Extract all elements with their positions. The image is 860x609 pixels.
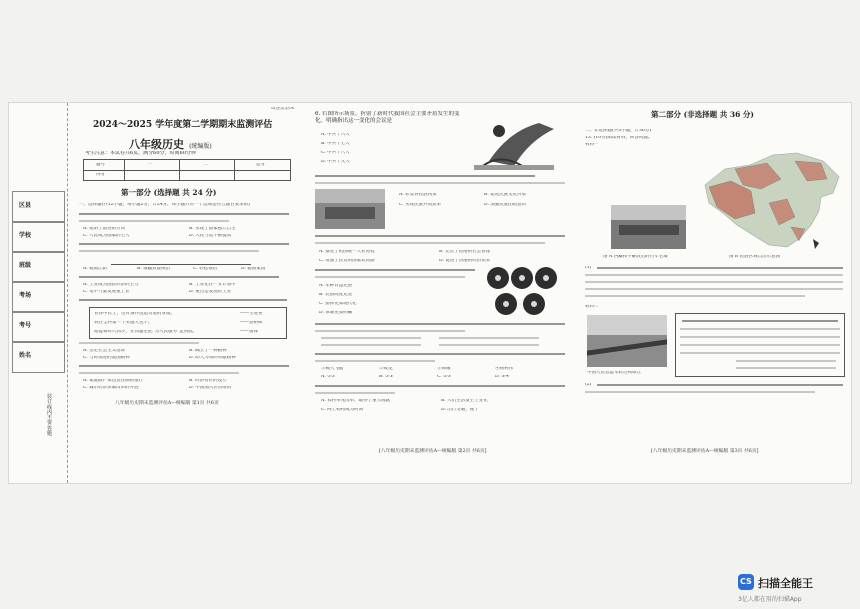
q11-item-4: ④杨利伟	[495, 367, 513, 371]
q3-option-c: C. 集中力量发展重工业	[83, 290, 130, 294]
exam-sheet	[8, 102, 852, 484]
page-three	[581, 103, 849, 483]
q5-option-d: D. 中国加入世贸组织	[189, 386, 232, 390]
q9-option-c: C. 指挥更加现代化	[319, 302, 357, 306]
page-three-footer: [八年级历史期末监测评估A—统编版 第3页 共6页]	[651, 449, 759, 454]
q13-stem: 13. (10分)阅读材料，回答问题。	[585, 136, 653, 140]
q4-option-d: D. 助人为乐的奉献精神	[189, 356, 236, 360]
q11-choice-d: D. ③④	[495, 375, 510, 379]
q11-choice-b: B. ①③	[379, 375, 394, 379]
scanner-logo-icon: CS	[738, 574, 754, 590]
q7-option-b: B. 促进民族文化传承	[484, 193, 527, 197]
q5-option-a: A. 家庭联产承包责任制的推行	[83, 379, 144, 383]
q8-option-d: D. 促进了香港的经济繁荣	[439, 259, 491, 263]
score-table-header-part1: 一	[148, 163, 153, 167]
q3-option-a: A. 工业成为国民经济的主导	[83, 283, 139, 287]
part-one-heading: 一、选择题(共12小题，每小题2分，计24分，每小题只有一个选项是符合题目要求的)	[79, 203, 250, 207]
part-one-title: 第一部分 (选择题 共 24 分)	[121, 188, 217, 197]
q6-illustration	[469, 111, 559, 173]
q1-option-c: C. 人民成为国家的主人	[83, 234, 130, 238]
score-table-header-total: 总分	[256, 163, 265, 167]
q6-option-d: D. 中共十九大	[321, 160, 350, 164]
q8-option-b: B. 完善了香港的社会管理	[439, 250, 491, 254]
page-one	[71, 103, 299, 483]
q11-item-3: ③嫦娥	[437, 367, 451, 371]
q12-option-a: A. 农村率先改革，取得了重大成就	[321, 399, 391, 403]
q5-option-c: C. 城市经济体制改革的开展	[83, 386, 139, 390]
scanner-app-name: 扫描全能王	[758, 577, 813, 590]
paper-type: 试卷类型:A	[271, 107, 294, 111]
q3-option-d: D. 重点是发展轻工业	[189, 290, 232, 294]
q7-option-c: C. 实现民族共同繁荣	[399, 203, 442, 207]
q12-option-c: C. 网上购物成为时尚	[321, 408, 364, 412]
q7-photo	[315, 189, 385, 229]
material-two-bridge-photo	[587, 315, 667, 367]
material-two-label: 材料二	[585, 305, 599, 309]
map-caption-b: 图 B 民族区域自治示意图	[729, 255, 781, 259]
quote-source-3: ——雷锋	[240, 330, 258, 334]
page-one-footer: 八年级历史期末监测评估A—统编版 第1页 共6页	[115, 401, 219, 406]
q2-table	[111, 256, 251, 265]
q6-option-b: B. 中共十七大	[321, 142, 350, 146]
q2-option-b: B. 推翻封建统治	[137, 267, 171, 271]
q12-option-d: D. 出行交通，便于	[441, 408, 479, 412]
exam-notice: 考生注意：本试卷共6页，满分60分，时间60分钟	[85, 151, 196, 156]
bridge-caption: 中国人民志愿军跨过鸭绿江	[587, 371, 641, 375]
q1-option-d: D. 人民当选不断提高	[189, 234, 232, 238]
q9-option-b: B. 装备高度先进	[319, 293, 353, 297]
score-table-row-score: 得分	[96, 173, 105, 177]
q2-option-c: C. 轻松领悟	[193, 267, 218, 271]
exam-title: 2024～2025 学年度第二学期期末监测评估	[93, 120, 273, 130]
q1-option-a: A. 指明了前进的方向	[83, 227, 126, 231]
q11-item-1: ①载人飞船	[321, 367, 344, 371]
subject-version: (统编版)	[189, 143, 212, 150]
q7-option-d: D. 加强民族团结意识	[484, 203, 527, 207]
page-two-footer: [八年级历史期末监测评估A—统编版 第2页 共6页]	[379, 449, 487, 454]
q6-stem: 6. 右图所示场景，折射了新时代我国社会主要矛盾发生的变化。明确指出这一变化的会议是	[315, 111, 460, 125]
subject-title: 八年级历史	[129, 138, 184, 151]
material-one-map-b	[695, 147, 845, 257]
quote-source-2: ——焦裕禄	[240, 321, 263, 325]
part-two-title: 第二部分 (非选择题 共 36 分)	[651, 110, 754, 119]
q3-option-b: B. 工业化在一五计划中	[189, 283, 236, 287]
scanner-watermark	[738, 574, 856, 604]
q4-option-c: C. 与时俱进的爱国精神	[83, 356, 130, 360]
score-table	[83, 159, 291, 181]
q6-option-a: A. 中共十六大	[321, 133, 350, 137]
quote-line-3: 他能和时代同步，在同题里把"为人民服务"走到底。	[94, 330, 198, 334]
q6-option-c: C. 中共十八大	[321, 151, 350, 155]
q4-option-b: B. 确立了一种精神	[189, 349, 227, 353]
quote-line-2: 我在全村第一个实施大包干。	[94, 321, 153, 325]
q11-item-2: ②蛟龙	[379, 367, 393, 371]
page-two	[309, 103, 569, 483]
q9-badges	[484, 265, 560, 319]
q11-choice-c: C. ②③	[437, 375, 452, 379]
q13-part2-prefix: (2)	[585, 383, 592, 387]
map-caption-a: 图 A 西藏和平解放后的百年老城	[603, 255, 668, 259]
q11-choice-a: A. ①②	[321, 375, 336, 379]
scanner-tagline: 3亿人都在用的扫描App	[738, 596, 802, 603]
quote-line-1: 青春中长上，这有条件创造奇迹的业绩。	[94, 312, 175, 316]
binding-field-class: 班级	[12, 251, 65, 283]
q8-option-a: A. 推进了祖国统一大业进程	[319, 250, 375, 254]
binding-field-number: 考号	[12, 311, 65, 343]
binding-strip	[9, 103, 68, 483]
binding-field-room: 考场	[12, 281, 65, 313]
q2-option-a: A. 稳固江防	[83, 267, 108, 271]
quote-source-1: ——王进喜	[240, 312, 263, 316]
binding-field-name: 姓名	[12, 341, 65, 373]
q1-option-b: B. 实现了国家独立自主	[189, 227, 236, 231]
binding-field-district: 区县	[12, 191, 65, 223]
q13-part1-prefix: (1)	[585, 266, 592, 270]
score-table-header-part2: 二	[203, 163, 208, 167]
binding-vertical-note: 装订线内不要答题	[47, 394, 53, 437]
material-two-text-box	[675, 313, 845, 377]
part-two-heading: 二、非选择题(共3小题，计36分)	[585, 129, 652, 133]
binding-field-school: 学校	[12, 221, 65, 253]
material-one-photo-a	[611, 205, 686, 249]
q5-option-b: B. 经济特区的设立	[189, 379, 227, 383]
q12-option-b: B. 人们生活发生了变化	[441, 399, 488, 403]
subject-heading	[129, 133, 212, 152]
q9-option-a: A. 军种日益完整	[319, 284, 353, 288]
q4-option-a: A. 坚定社会主义信仰	[83, 349, 126, 353]
q8-option-c: C. 增强了民众的国家认同感	[319, 259, 375, 263]
q9-option-d: D. 体制更加明确	[319, 311, 353, 315]
q2-option-d: D. 稳固家园	[241, 267, 266, 271]
material-one-label: 材料一	[585, 143, 599, 147]
q7-option-a: A. 彰显各民族风采	[399, 193, 437, 197]
quote-box	[89, 307, 287, 339]
score-table-header-number: 题号	[96, 163, 105, 167]
